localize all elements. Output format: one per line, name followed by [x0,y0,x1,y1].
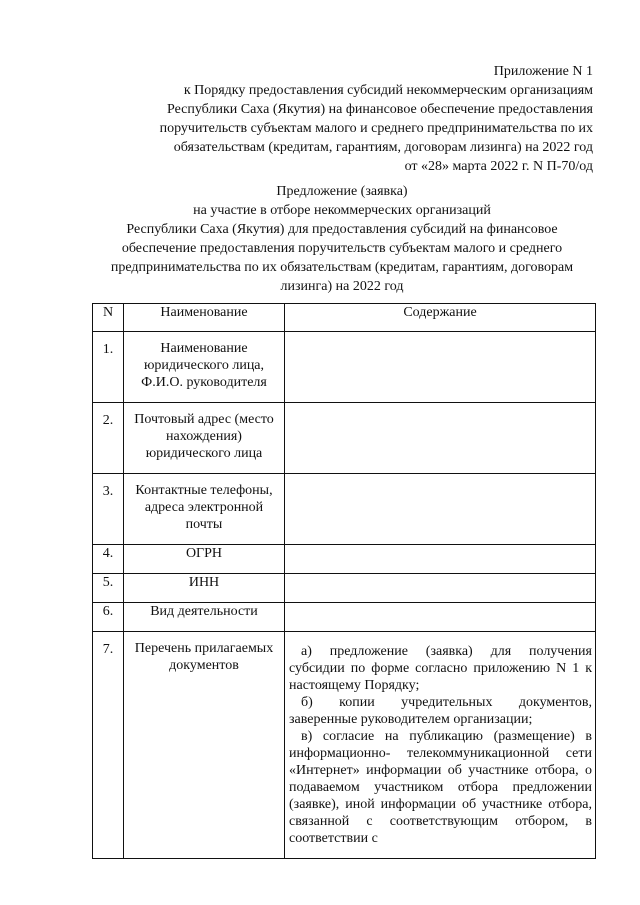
row-content-cell[interactable] [285,603,596,632]
row-name: Почтовый адрес (место нахождения) юридического лица [124,403,285,474]
row-number: 6. [93,603,124,632]
row-name: Наименование юридического лица, Ф.И.О. руководителя [124,332,285,403]
row-content-cell[interactable] [285,545,596,574]
table-row [93,603,596,632]
row-number: 4. [93,545,124,574]
table-row [93,632,596,859]
document-item: в) согласие на публикацию (размещение) в информационно- телекоммуникационной сети «Интернет» информации об участнике отбора, о подаваемом участником отбора предложении (заявке), иной информации об участнике отбора, связанной с соответствующим отбором, в соответствии с [289,729,592,846]
appendix-header [100,62,593,176]
document-item: б) копии учредительных документов, заверенные руководителем организации; [289,695,592,727]
row-number: 7. [93,632,124,859]
documents-list [285,632,596,859]
row-name: Вид деятельности [124,603,285,632]
row-content-cell[interactable] [285,332,596,403]
title-line: предпринимательства по их обязательствам (кредитам, гарантиям, договорам [110,260,574,275]
row-content-cell[interactable] [285,403,596,474]
title-line: на участие в отборе некоммерческих организаций [193,203,491,218]
header-name: Наименование [124,304,285,332]
row-content-cell[interactable] [285,574,596,603]
document-item: а) предложение (заявка) для получения субсидии по форме согласно приложению N 1 к настоящему Порядку; [289,644,592,693]
row-number: 1. [93,332,124,403]
title-line: Республики Саха (Якутия) для предоставления субсидий на финансовое [126,222,558,237]
table-row [93,545,596,574]
appendix-line: обязательствам (кредитам, гарантиям, договорам лизинга) на 2022 год [173,140,593,155]
row-number: 2. [93,403,124,474]
table-row [93,474,596,545]
title-line: Предложение (заявка) [276,184,408,199]
header-number: N [93,304,124,332]
row-name: ОГРН [124,545,285,574]
title-line: обеспечение предоставления поручительств субъектам малого и среднего [121,241,563,256]
table-header-row [93,304,596,332]
row-name: Контактные телефоны, адреса электронной почты [124,474,285,545]
appendix-line: к Порядку предоставления субсидий некоммерческим организациям [183,83,593,98]
table-row [93,574,596,603]
row-name: Перечень прилагаемых документов [124,632,285,859]
document-title [92,182,592,296]
appendix-line: от «28» марта 2022 г. N П-70/од [404,159,593,174]
appendix-line: Приложение N 1 [493,64,593,79]
row-number: 5. [93,574,124,603]
header-content: Содержание [285,304,596,332]
row-content-cell[interactable] [285,474,596,545]
table-row [93,332,596,403]
appendix-line: поручительств субъектам малого и среднего предпринимательства по их [159,121,593,136]
table-row [93,403,596,474]
row-number: 3. [93,474,124,545]
appendix-line: Республики Саха (Якутия) на финансовое обеспечение предоставления [167,102,593,117]
row-name: ИНН [124,574,285,603]
application-table [92,303,596,859]
title-line: лизинга) на 2022 год [280,279,404,294]
